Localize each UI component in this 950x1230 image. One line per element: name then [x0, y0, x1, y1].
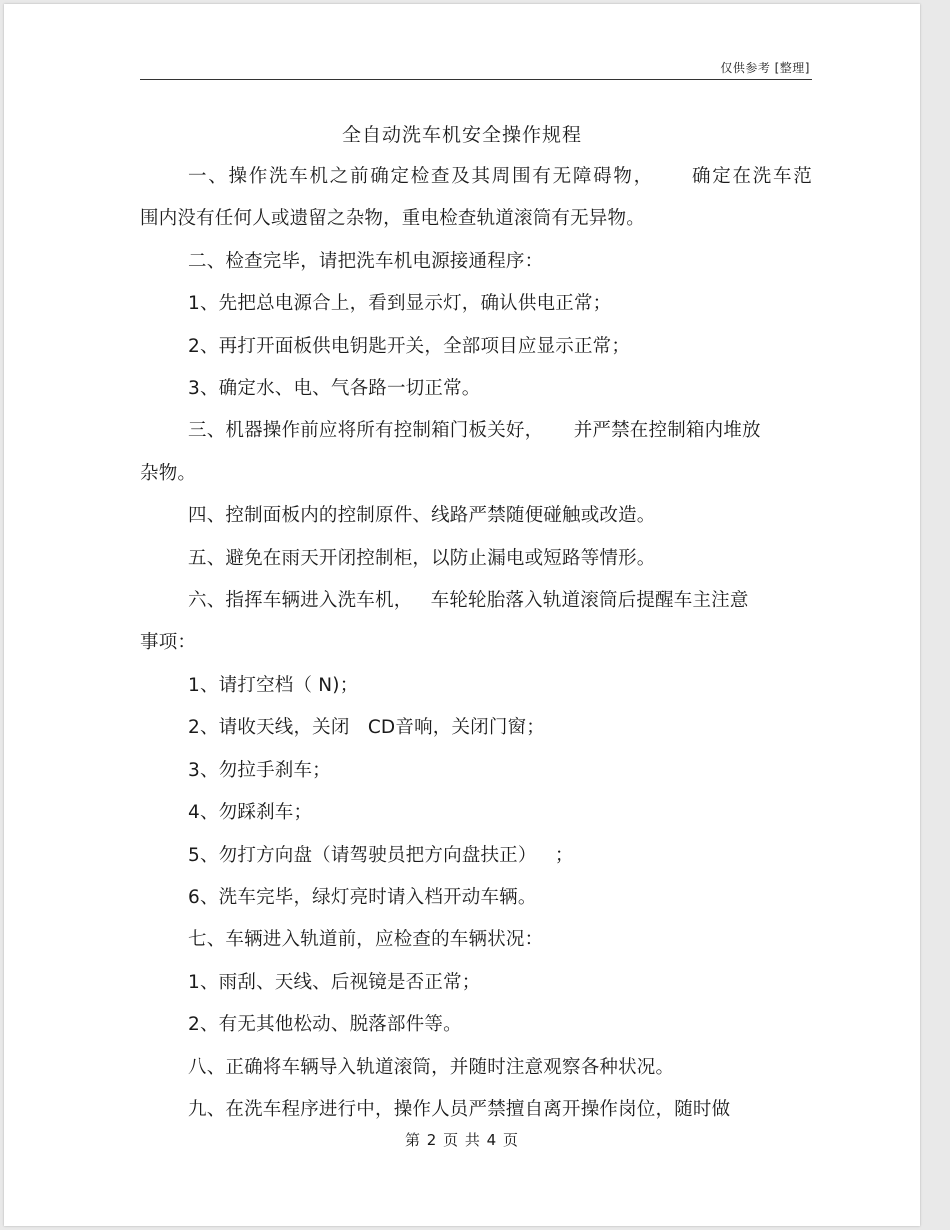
paragraph-line: 三、机器操作前应将所有控制箱门板关好， 并严禁在控制箱内堆放 [188, 420, 761, 442]
paragraph-line: 九、在洗车程序进行中，操作人员严禁擅自离开操作岗位，随时做 [188, 1098, 731, 1120]
paragraph-line: 五、避免在雨天开闭控制柜，以防止漏电或短路等情形。 [188, 547, 656, 569]
paragraph-line: 杂物。 [140, 462, 197, 484]
list-item: 2、请收天线，关闭 CD音响，关闭门窗； [188, 717, 545, 739]
document-page [4, 4, 920, 1226]
paragraph-line: 四、控制面板内的控制原件、线路严禁随便碰触或改造。 [188, 505, 656, 527]
list-item: 1、先把总电源合上，看到显示灯，确认供电正常； [188, 293, 612, 315]
page-footer: 第 2 页 共 4 页 [405, 1131, 519, 1149]
list-item: 2、有无其他松动、脱落部件等。 [188, 1014, 462, 1036]
paragraph-line: 围内没有任何人或遗留之杂物，重电检查轨道滚筒有无异物。 [140, 208, 645, 230]
page-header: 仅供参考 [整理] [720, 61, 810, 75]
list-item: 5、勿打方向盘（请驾驶员把方向盘扶正） ； [188, 844, 574, 866]
paragraph-line: 事项： [140, 632, 197, 654]
paragraph-line: 七、车辆进入轨道前，应检查的车辆状况： [188, 929, 544, 951]
header-divider [140, 79, 812, 80]
paragraph-line: 二、检查完毕，请把洗车机电源接通程序： [188, 250, 544, 272]
list-item: 4、勿踩刹车； [188, 802, 313, 824]
document-title: 全自动洗车机安全操作规程 [341, 124, 582, 146]
list-item: 1、请打空档（ N)； [188, 674, 359, 696]
document-body [140, 156, 812, 1131]
list-item: 3、确定水、电、气各路一切正常。 [188, 378, 481, 400]
list-item: 1、雨刮、天线、后视镜是否正常； [188, 971, 481, 993]
list-item: 6、洗车完毕，绿灯亮时请入档开动车辆。 [188, 886, 537, 908]
paragraph-line: 一、操作洗车机之前确定检查及其周围有无障碍物， 确定在洗车范 [188, 166, 812, 187]
paragraph-line: 六、指挥车辆进入洗车机， 车轮轮胎落入轨道滚筒后提醒车主注意 [188, 590, 749, 612]
list-item: 2、再打开面板供电钥匙开关，全部项目应显示正常； [188, 335, 631, 357]
paragraph-line: 八、正确将车辆导入轨道滚筒，并随时注意观察各种状况。 [188, 1056, 675, 1078]
list-item: 3、勿拉手刹车； [188, 759, 331, 781]
